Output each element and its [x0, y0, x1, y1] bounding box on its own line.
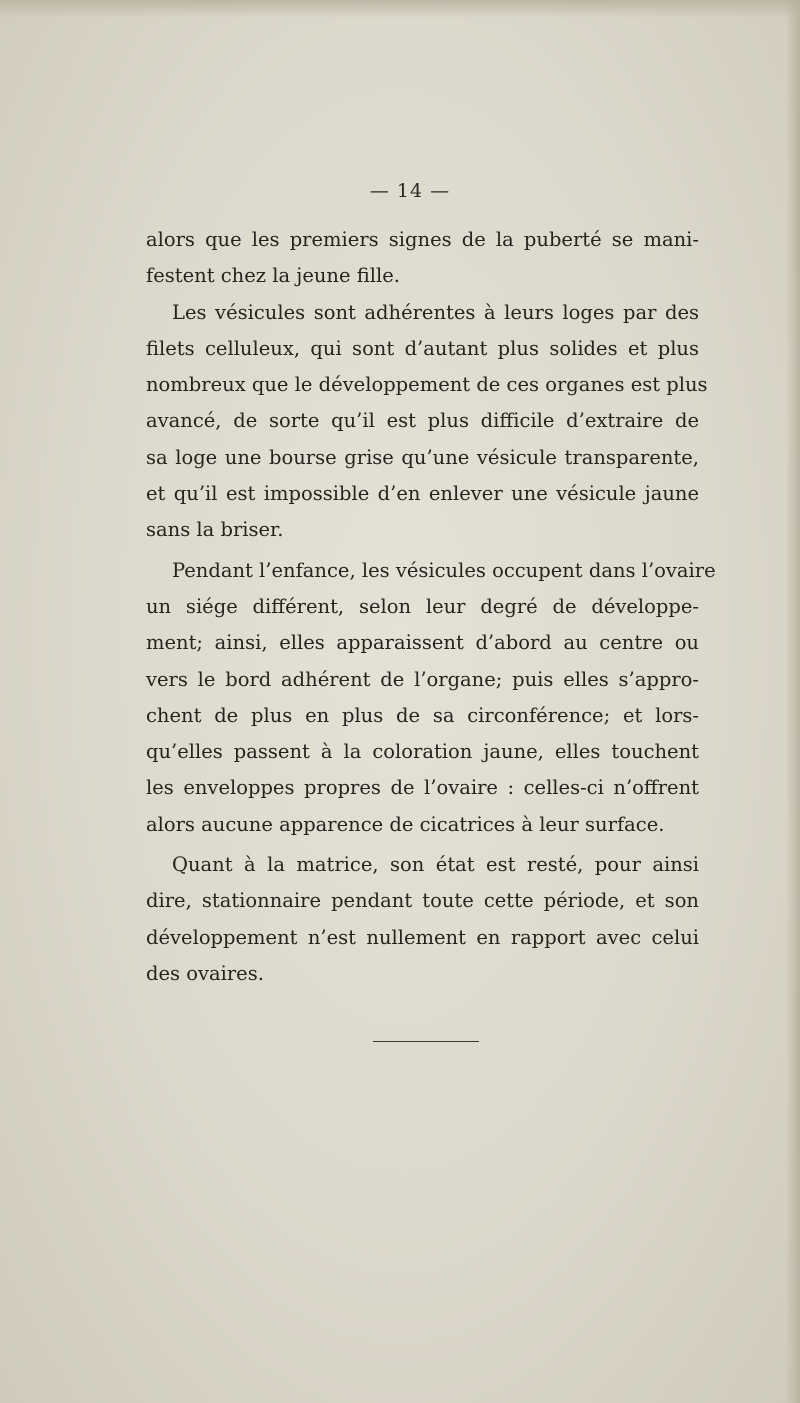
- text-line: et qu’il est impossible d’en enlever une vésicule jaune: [146, 482, 699, 506]
- text-line: les enveloppes propres de l’ovaire : celles-ci n’offrent: [146, 776, 699, 800]
- paragraph-start-line: Quant à la matrice, son état est resté, pour ainsi: [172, 853, 699, 877]
- text-line: nombreux que le développement de ces organes est plus: [146, 373, 708, 397]
- page-number: — 14 —: [369, 180, 451, 202]
- text-line: qu’elles passent à la coloration jaune, elles touchent: [146, 740, 699, 764]
- text-line: chent de plus en plus de sa circonférence; et lors-: [146, 703, 699, 727]
- paragraph-start-line: Les vésicules sont adhérentes à leurs loges par des: [172, 300, 699, 324]
- body-text: [146, 222, 716, 992]
- text-line: ment; ainsi, elles apparaissent d’abord au centre ou: [146, 631, 699, 655]
- section-divider-rule: [373, 1041, 479, 1042]
- text-line: alors que les premiers signes de la puberté se mani-: [146, 228, 699, 251]
- text-line: filets celluleux, qui sont d’autant plus solides et plus: [146, 336, 699, 360]
- text-line: dire, stationnaire pendant toute cette période, et son: [146, 889, 699, 913]
- page-edge-right: [786, 0, 800, 1403]
- paragraph-start-line: Pendant l’enfance, les vésicules occupent dans l’ovaire: [172, 558, 716, 582]
- text-line: un siége différent, selon leur degré de développe-: [146, 594, 699, 618]
- text-line: développement n’est nullement en rapport avec celui: [146, 925, 699, 949]
- text-line: festent chez la jeune fille.: [146, 264, 400, 288]
- text-line: sa loge une bourse grise qu’une vésicule transparente,: [146, 445, 699, 469]
- text-line: alors aucune apparence de cicatrices à leur surface.: [146, 812, 665, 836]
- text-line: avancé, de sorte qu’il est plus difficile d’extraire de: [146, 409, 699, 433]
- text-line: sans la briser.: [146, 518, 284, 542]
- page-edge-top: [0, 0, 800, 18]
- text-line: des ovaires.: [146, 961, 264, 985]
- text-line: vers le bord adhérent de l’organe; puis elles s’appro-: [146, 667, 699, 691]
